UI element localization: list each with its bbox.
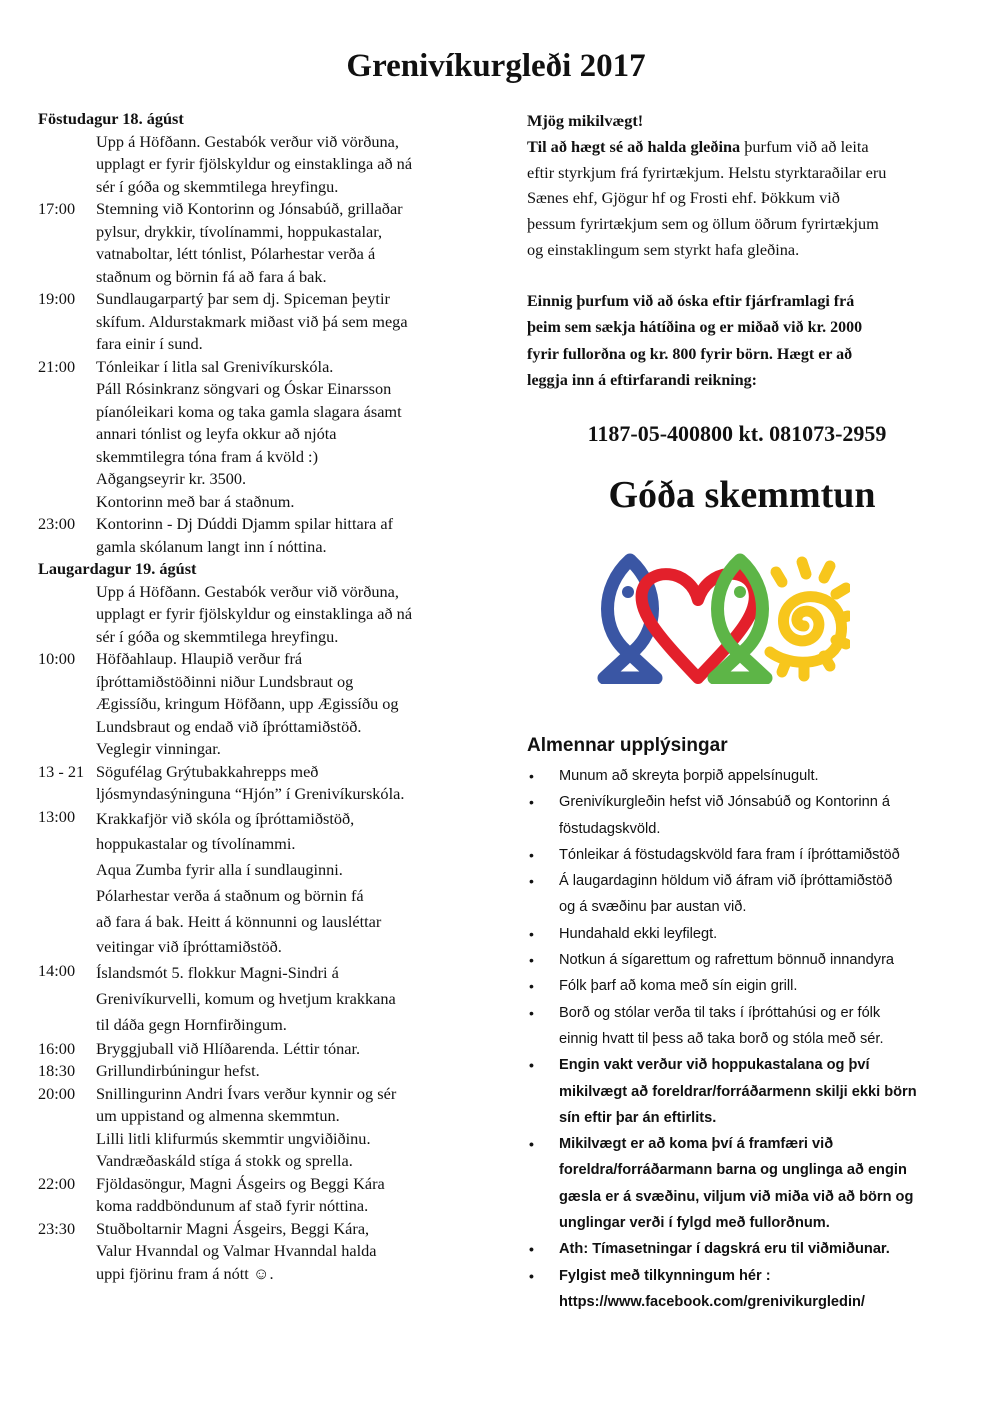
entry-line: Bryggjuball við Hlíðarenda. Léttir tónar.	[96, 1038, 361, 1058]
important-lead	[527, 134, 967, 160]
bullet-line: Tónleikar á föstudagskvöld fara fram í íþróttamiðstöð	[559, 846, 900, 863]
bullet-line: Fylgist með tilkynningum hér :	[559, 1267, 771, 1284]
entry-line: um uppistand og almenna skemmtun.	[96, 1106, 340, 1126]
bullet-text	[559, 921, 717, 947]
entry-line: Pólarhestar verða á staðnum og börnin fá	[96, 885, 364, 905]
info-bullet	[527, 973, 967, 999]
entry-line: skífum. Aldurstakmark miðast við þá sem mega	[96, 311, 408, 331]
page-title: Grenivíkurgleði 2017	[346, 48, 646, 85]
info-bullet	[527, 842, 967, 868]
fish-left-eye	[622, 586, 634, 598]
entry-line: Páll Rósinkranz söngvari og Óskar Einarsson	[96, 379, 392, 398]
entry-time: 23:00	[38, 514, 76, 533]
info-bullet	[527, 947, 967, 973]
entry-time: 19:00	[38, 289, 76, 308]
bullet-text	[559, 789, 890, 842]
important-line: og einstaklingum sem styrkt hafa gleðina.	[527, 239, 800, 259]
entry-description	[96, 198, 478, 288]
bullet-icon: •	[529, 925, 534, 942]
bullet-line: Grenivíkurgleðin hefst við Jónsabúð og Kontorinn á	[559, 794, 890, 811]
entry-line: að fara á bak. Heitt á könnunni og lausléttar	[96, 911, 382, 931]
entry-description	[96, 1038, 478, 1061]
bullet-icon: •	[529, 768, 534, 784]
entry-time: 13:00	[38, 806, 76, 826]
bullet-icon: •	[529, 1004, 534, 1021]
entry-line: Tónleikar í litla sal Grenivíkurskóla.	[96, 356, 334, 376]
info-bullet	[527, 1000, 967, 1053]
contribution-request	[527, 289, 967, 395]
schedule-entry	[38, 806, 478, 961]
entry-line: Stemning við Kontorinn og Jónsabúð, grillaðar	[96, 199, 403, 218]
entry-line: Upp á Höfðann. Gestabók verður við vörðuna,	[96, 581, 399, 601]
entry-description	[96, 761, 478, 806]
facebook-link[interactable]: https://www.facebook.com/grenivikurgledin/	[559, 1293, 865, 1310]
entry-line: sér í góða og skemmtilega hreyfingu.	[96, 176, 339, 196]
entry-time	[38, 131, 96, 199]
bullet-text	[559, 1131, 913, 1236]
entry-time: 17:00	[38, 199, 76, 218]
entry-line: Sögufélag Grýtubakkahrepps með	[96, 761, 319, 781]
entry-description	[96, 960, 478, 1037]
bullet-icon: •	[529, 1241, 534, 1258]
schedule-entry	[38, 1218, 478, 1286]
bullet-text	[559, 1236, 890, 1262]
bullet-line: föstudagskvöld.	[559, 820, 661, 837]
schedule-entry	[38, 648, 478, 761]
entry-description	[96, 806, 478, 961]
entry-description	[96, 356, 478, 514]
entry-line: Kontorinn - Dj Dúddi Djamm spilar hittara af	[96, 514, 394, 533]
bullet-text	[559, 947, 894, 973]
fish-right-eye	[734, 586, 746, 598]
entry-line: vatnaboltar, létt tónlist, Pólarhestar verða á	[96, 244, 376, 263]
entry-description	[96, 1173, 478, 1218]
bullet-line: og á svæðinu þar austan við.	[559, 899, 747, 916]
general-info	[527, 735, 967, 1315]
bullet-icon: •	[529, 978, 534, 995]
entry-line: Lilli litli klifurmús skemmtir ungviðiðinu.	[96, 1128, 371, 1148]
bullet-text	[559, 1052, 917, 1131]
contribution-line: Einnig þurfum við að óska eftir fjárframlagi frá	[527, 292, 855, 310]
info-bullet	[527, 1131, 967, 1236]
schedule-entry	[38, 581, 478, 649]
schedule-entry	[38, 288, 478, 356]
entry-description	[96, 1218, 478, 1286]
entry-line: skemmtilegra tóna fram á kvöld :)	[96, 446, 318, 466]
entry-line: Ægissíðu, kringum Höfðann, upp Ægissíðu og	[96, 694, 399, 713]
entry-time	[38, 581, 96, 649]
entry-line: upplagt er fyrir fjölskyldur og einstaklinga að ná	[96, 154, 413, 173]
entry-time: 20:00	[38, 1083, 76, 1103]
bank-account: 1187-05-400800 kt. 081073-2959	[587, 420, 887, 446]
entry-line: hoppukastalar og tívolínammi.	[96, 834, 296, 854]
festival-logo	[590, 552, 850, 684]
important-lead-rest: þurfum við að leita	[740, 136, 869, 156]
entry-line: Grillundirbúningur hefst.	[96, 1061, 260, 1081]
entry-line: upplagt er fyrir fjölskyldur og einstaklinga að ná	[96, 604, 413, 623]
entry-time: 23:30	[38, 1218, 76, 1238]
bullet-line: Mikilvægt er að koma því á framfæri við	[559, 1136, 834, 1153]
day-heading-saturday: Laugardagur 19. ágúst	[38, 559, 197, 578]
schedule-entry	[38, 198, 478, 288]
entry-description	[96, 1060, 478, 1083]
schedule-entry	[38, 513, 478, 558]
bullet-text	[559, 868, 892, 921]
entry-line: íþróttamiðstöðinni niður Lundsbraut og	[96, 671, 354, 691]
entry-line: Sundlaugarpartý þar sem dj. Spiceman þeytir	[96, 289, 390, 308]
entry-line: Valur Hvanndal og Valmar Hvanndal halda	[96, 1241, 377, 1261]
entry-time: 21:00	[38, 356, 76, 376]
schedule-entry	[38, 1060, 478, 1083]
bullet-line: Hundahald ekki leyfilegt.	[559, 925, 718, 942]
entry-time: 18:30	[38, 1061, 76, 1081]
entry-description	[96, 1083, 478, 1173]
sponsor-notice	[527, 108, 967, 263]
bullet-line: Fólk þarf að koma með sín eigin grill.	[559, 978, 798, 995]
entry-line: til dáða gegn Hornfirðingum.	[96, 1014, 287, 1034]
bullet-line: mikilvægt að foreldrar/forráðarmenn skilji ekki börn	[559, 1083, 917, 1100]
contribution-line: leggja inn á eftirfarandi reikning:	[527, 372, 757, 390]
entry-line: uppi fjörinu fram á nótt ☺.	[96, 1263, 274, 1283]
important-line: eftir styrkjum frá fyrirtækjum. Helstu styrktaraðilar eru	[527, 162, 887, 182]
entry-line: Upp á Höfðann. Gestabók verður við vörðuna,	[96, 131, 399, 151]
info-bullet	[527, 868, 967, 921]
bullet-text	[559, 1263, 865, 1316]
entry-line: Aqua Zumba fyrir alla í sundlauginni.	[96, 860, 343, 880]
entry-time: 16:00	[38, 1038, 76, 1058]
info-bullet-list	[527, 763, 967, 1315]
info-heading: Almennar upplýsingar	[527, 735, 728, 756]
entry-line: Kontorinn með bar á staðnum.	[96, 491, 295, 511]
important-heading: Mjög mikilvægt!	[527, 111, 644, 130]
entry-description	[96, 581, 478, 649]
bullet-line: Borð og stólar verða til taks í íþróttahúsi og er fólk	[559, 1004, 881, 1021]
bullet-text	[559, 763, 819, 789]
info-bullet	[527, 1052, 967, 1131]
bullet-line: einnig hvatt til þess að taka borð og stóla með sér.	[559, 1030, 884, 1047]
bullet-icon: •	[529, 794, 534, 811]
schedule	[38, 108, 478, 1285]
entry-time: 14:00	[38, 961, 76, 981]
contribution-line: þeim sem sækja hátíðina og er miðað við kr. 2000	[527, 319, 863, 337]
bullet-icon: •	[529, 952, 534, 969]
entry-line: Stuðboltarnir Magni Ásgeirs, Beggi Kára,	[96, 1218, 370, 1238]
bullet-line: Engin vakt verður við hoppukastalana og því	[559, 1057, 870, 1074]
bullet-line: sín eftir þar án eftirlits.	[559, 1109, 717, 1126]
entry-line: Fjöldasöngur, Magni Ásgeirs og Beggi Kára	[96, 1173, 385, 1193]
bullet-icon: •	[529, 1057, 534, 1074]
info-bullet	[527, 763, 967, 789]
entry-line: koma raddböndunum af stað fyrir nóttina.	[96, 1196, 369, 1216]
entry-line: píanóleikari koma og taka gamla slagara ásamt	[96, 401, 402, 421]
saturday-entries	[38, 581, 478, 1286]
important-line: þessum fyrirtækjum sem og öllum öðrum fyrirtækjum	[527, 214, 879, 234]
schedule-entry	[38, 1038, 478, 1061]
entry-line: gamla skólanum langt inn í nóttina.	[96, 536, 327, 556]
bullet-text	[559, 973, 797, 999]
bullet-line: Notkun á sígarettum og rafrettum bönnuð innandyra	[559, 952, 895, 969]
bullet-text	[559, 1000, 884, 1053]
entry-line: veitingar við íþróttamiðstöð.	[96, 937, 282, 957]
important-lead-bold: Til að hægt sé að halda gleðina	[527, 136, 741, 156]
entry-line: sér í góða og skemmtilega hreyfingu.	[96, 626, 339, 646]
day-heading-friday: Föstudagur 18. ágúst	[38, 109, 184, 128]
entry-time: 13 - 21	[38, 761, 85, 781]
bullet-line: gæsla er á svæðinu, viljum við miða við að börn og	[559, 1188, 914, 1205]
entry-description	[96, 648, 478, 761]
slogan: Góða skemmtun	[608, 473, 876, 516]
sun-icon	[770, 562, 848, 676]
schedule-entry	[38, 1083, 478, 1173]
entry-line: staðnum og börnin fá að fara á bak.	[96, 266, 327, 286]
contribution-line: fyrir fullorðna og kr. 800 fyrir börn. Hægt er að	[527, 345, 853, 363]
bullet-line: Á laugardaginn höldum við áfram við íþróttamiðstöð	[559, 873, 893, 890]
info-bullet	[527, 921, 967, 947]
entry-time: 10:00	[38, 649, 76, 668]
bullet-icon: •	[529, 846, 534, 863]
schedule-entry	[38, 960, 478, 1037]
entry-line: Grenivíkurvelli, komum og hvetjum krakkana	[96, 989, 396, 1009]
entry-line: Vandræðaskáld stíga á stokk og sprella.	[96, 1151, 353, 1171]
bullet-line: foreldra/forráðarmann barna og unglinga að engin	[559, 1162, 907, 1179]
entry-line: pylsur, drykkir, tívolínammi, hoppukastalar,	[96, 221, 383, 241]
bullet-line: Ath: Tímasetningar í dagskrá eru til viðmiðunar.	[559, 1241, 890, 1258]
bullet-icon: •	[529, 873, 534, 890]
entry-line: ljósmyndasýninguna “Hjón” í Grenivíkurskóla.	[96, 784, 405, 803]
right-column	[527, 108, 967, 517]
bullet-line: unglingar verði í fylgd með fullorðnum.	[559, 1215, 830, 1232]
important-line: Sænes ehf, Gjögur hf og Frosti ehf. Þökkum við	[527, 188, 840, 208]
entry-line: Krakkafjör við skóla og íþróttamiðstöð,	[96, 808, 355, 828]
entry-line: Veglegir vinningar.	[96, 739, 221, 758]
schedule-entry	[38, 356, 478, 514]
entry-description	[96, 131, 478, 199]
info-bullet	[527, 1236, 967, 1262]
entry-line: Íslandsmót 5. flokkur Magni-Sindri á	[96, 963, 339, 983]
bullet-text	[559, 842, 900, 868]
bullet-line: Munum að skreyta þorpið appelsínugult.	[559, 768, 819, 784]
entry-line: annari tónlist og leyfa okkur að njóta	[96, 424, 337, 443]
schedule-entry	[38, 131, 478, 199]
entry-description	[96, 288, 478, 356]
entry-time: 22:00	[38, 1173, 76, 1193]
bullet-icon: •	[529, 1136, 534, 1153]
entry-description	[96, 513, 478, 558]
schedule-entry	[38, 761, 478, 806]
schedule-entry	[38, 1173, 478, 1218]
entry-line: Höfðahlaup. Hlaupið verður frá	[96, 649, 303, 668]
entry-line: Aðgangseyrir kr. 3500.	[96, 469, 247, 488]
entry-line: fara einir í sund.	[96, 334, 203, 353]
bullet-icon: •	[529, 1267, 534, 1284]
entry-line: Lundsbraut og endað við íþróttamiðstöð.	[96, 716, 362, 736]
info-bullet	[527, 1263, 967, 1316]
info-bullet	[527, 789, 967, 842]
entry-line: Snillingurinn Andri Ívars verður kynnir og sér	[96, 1083, 397, 1103]
friday-entries	[38, 131, 478, 559]
